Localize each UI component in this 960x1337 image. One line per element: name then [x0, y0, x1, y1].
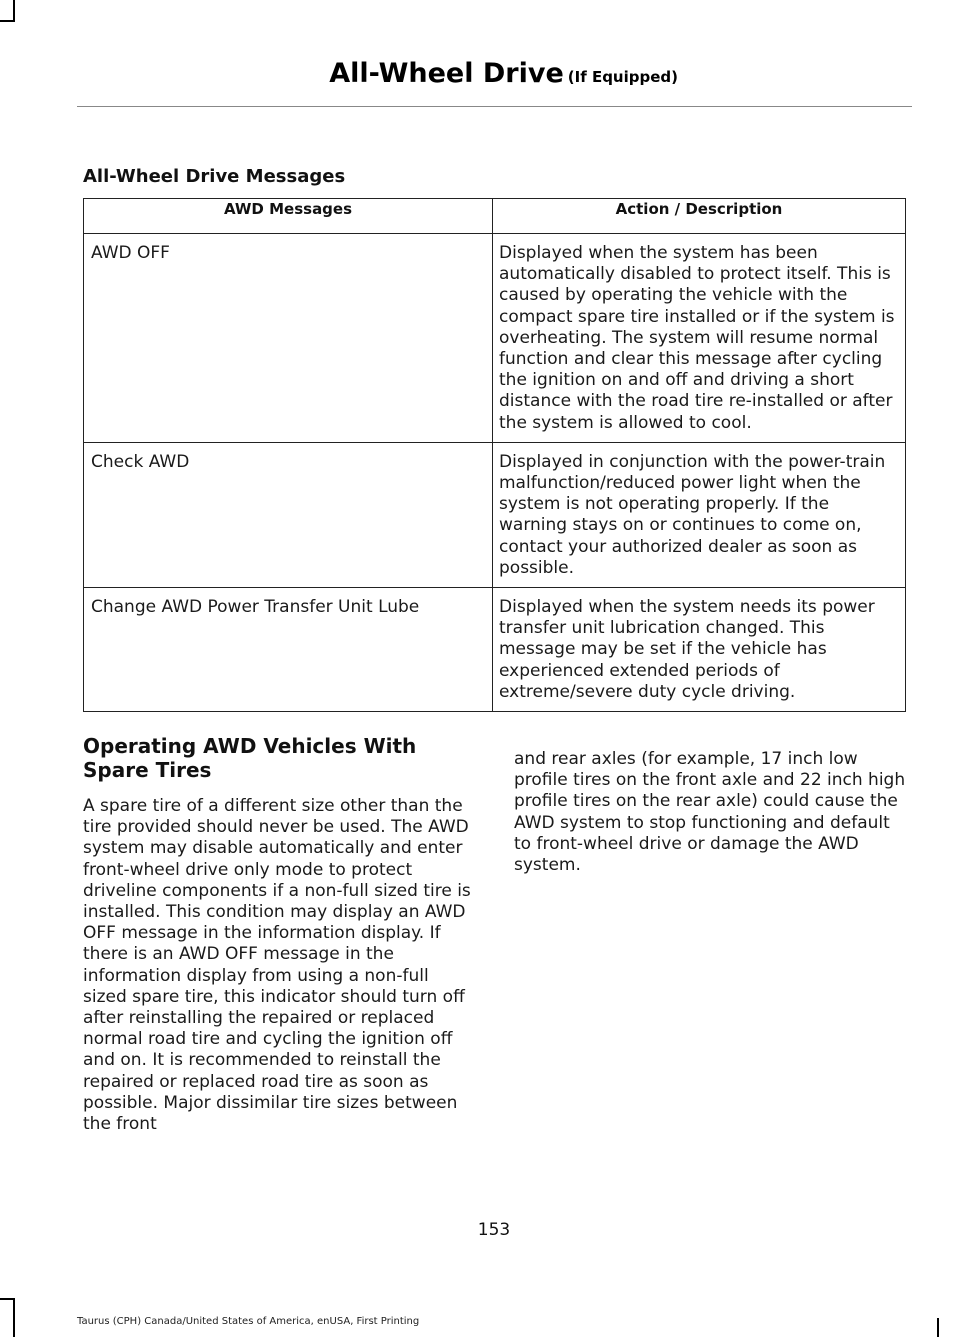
header-subtitle: (If Equipped)	[567, 68, 678, 86]
header-title-text: All-Wheel Drive	[329, 58, 564, 89]
table-cell-message: Change AWD Power Transfer Unit Lube	[84, 588, 493, 712]
operating-heading: Operating AWD Vehicles With Spare Tires	[83, 734, 417, 782]
section-title: All-Wheel Drive Messages	[83, 166, 346, 187]
crop-mark-top-left	[13, 0, 15, 22]
awd-messages-table	[83, 198, 906, 712]
table-row	[84, 442, 906, 587]
footer-text: Taurus (CPH) Canada/United States of America, enUSA, First Printing	[77, 1316, 420, 1327]
right-text-column	[514, 749, 906, 876]
crop-mark-bottom-right	[937, 1318, 939, 1337]
table-cell-description: Displayed in conjunction with the power-train malfunction/reduced power light when the system is not operating properly. If the warning stays on or continues to come on, contact your authorized dealer as soon as possible.	[493, 442, 906, 587]
crop-mark-bottom-left	[13, 1298, 15, 1337]
table-header-description: Action / Description	[493, 199, 906, 234]
left-text-column	[83, 734, 475, 1135]
table-header-row	[84, 199, 906, 234]
page-number: 153	[477, 1220, 511, 1240]
page-header-title	[329, 58, 678, 89]
crop-mark-top-left-h	[0, 20, 15, 22]
crop-mark-bottom-left-h	[0, 1298, 15, 1300]
table-cell-message: Check AWD	[84, 442, 493, 587]
table-cell-description: Displayed when the system has been automatically disabled to protect itself. This is caused by operating the vehicle with the compact spare tire installed or if the system is overheating. The system will resume normal function and clear this message after cycling the ignition on and off and driving a short distance with the road tire re-installed or after the system is allowed to cool.	[493, 234, 906, 443]
table-header-messages: AWD Messages	[84, 199, 493, 234]
operating-paragraph-left: A spare tire of a different size other than the tire provided should never be used. The AWD system may disable automatically and enter front-wheel drive only mode to protect driveline components if a non-full sized tire is installed. This condition may display an AWD OFF message in the information display. If there is an AWD OFF message in the information display from using a non-full sized spare tire, this indicator should turn off after reinstalling the repaired or replaced normal road tire and cycling the ignition off and on. It is recommended to reinstall the repaired or replaced road tire as soon as possible. Major dissimilar tire sizes between the front	[83, 796, 471, 1135]
operating-paragraph-right: and rear axles (for example, 17 inch low profile tires on the front axle and 22 inch high profile tires on the rear axle) could cause the AWD system to stop functioning and default to front-wheel drive or damage the AWD system.	[514, 749, 906, 876]
table-cell-description: Displayed when the system needs its power transfer unit lubrication changed. This message may be set if the vehicle has experienced extended periods of extreme/severe duty cycle driving.	[493, 588, 906, 712]
table-cell-message: AWD OFF	[84, 234, 493, 443]
table-row	[84, 234, 906, 443]
header-rule	[77, 106, 912, 107]
table-row	[84, 588, 906, 712]
